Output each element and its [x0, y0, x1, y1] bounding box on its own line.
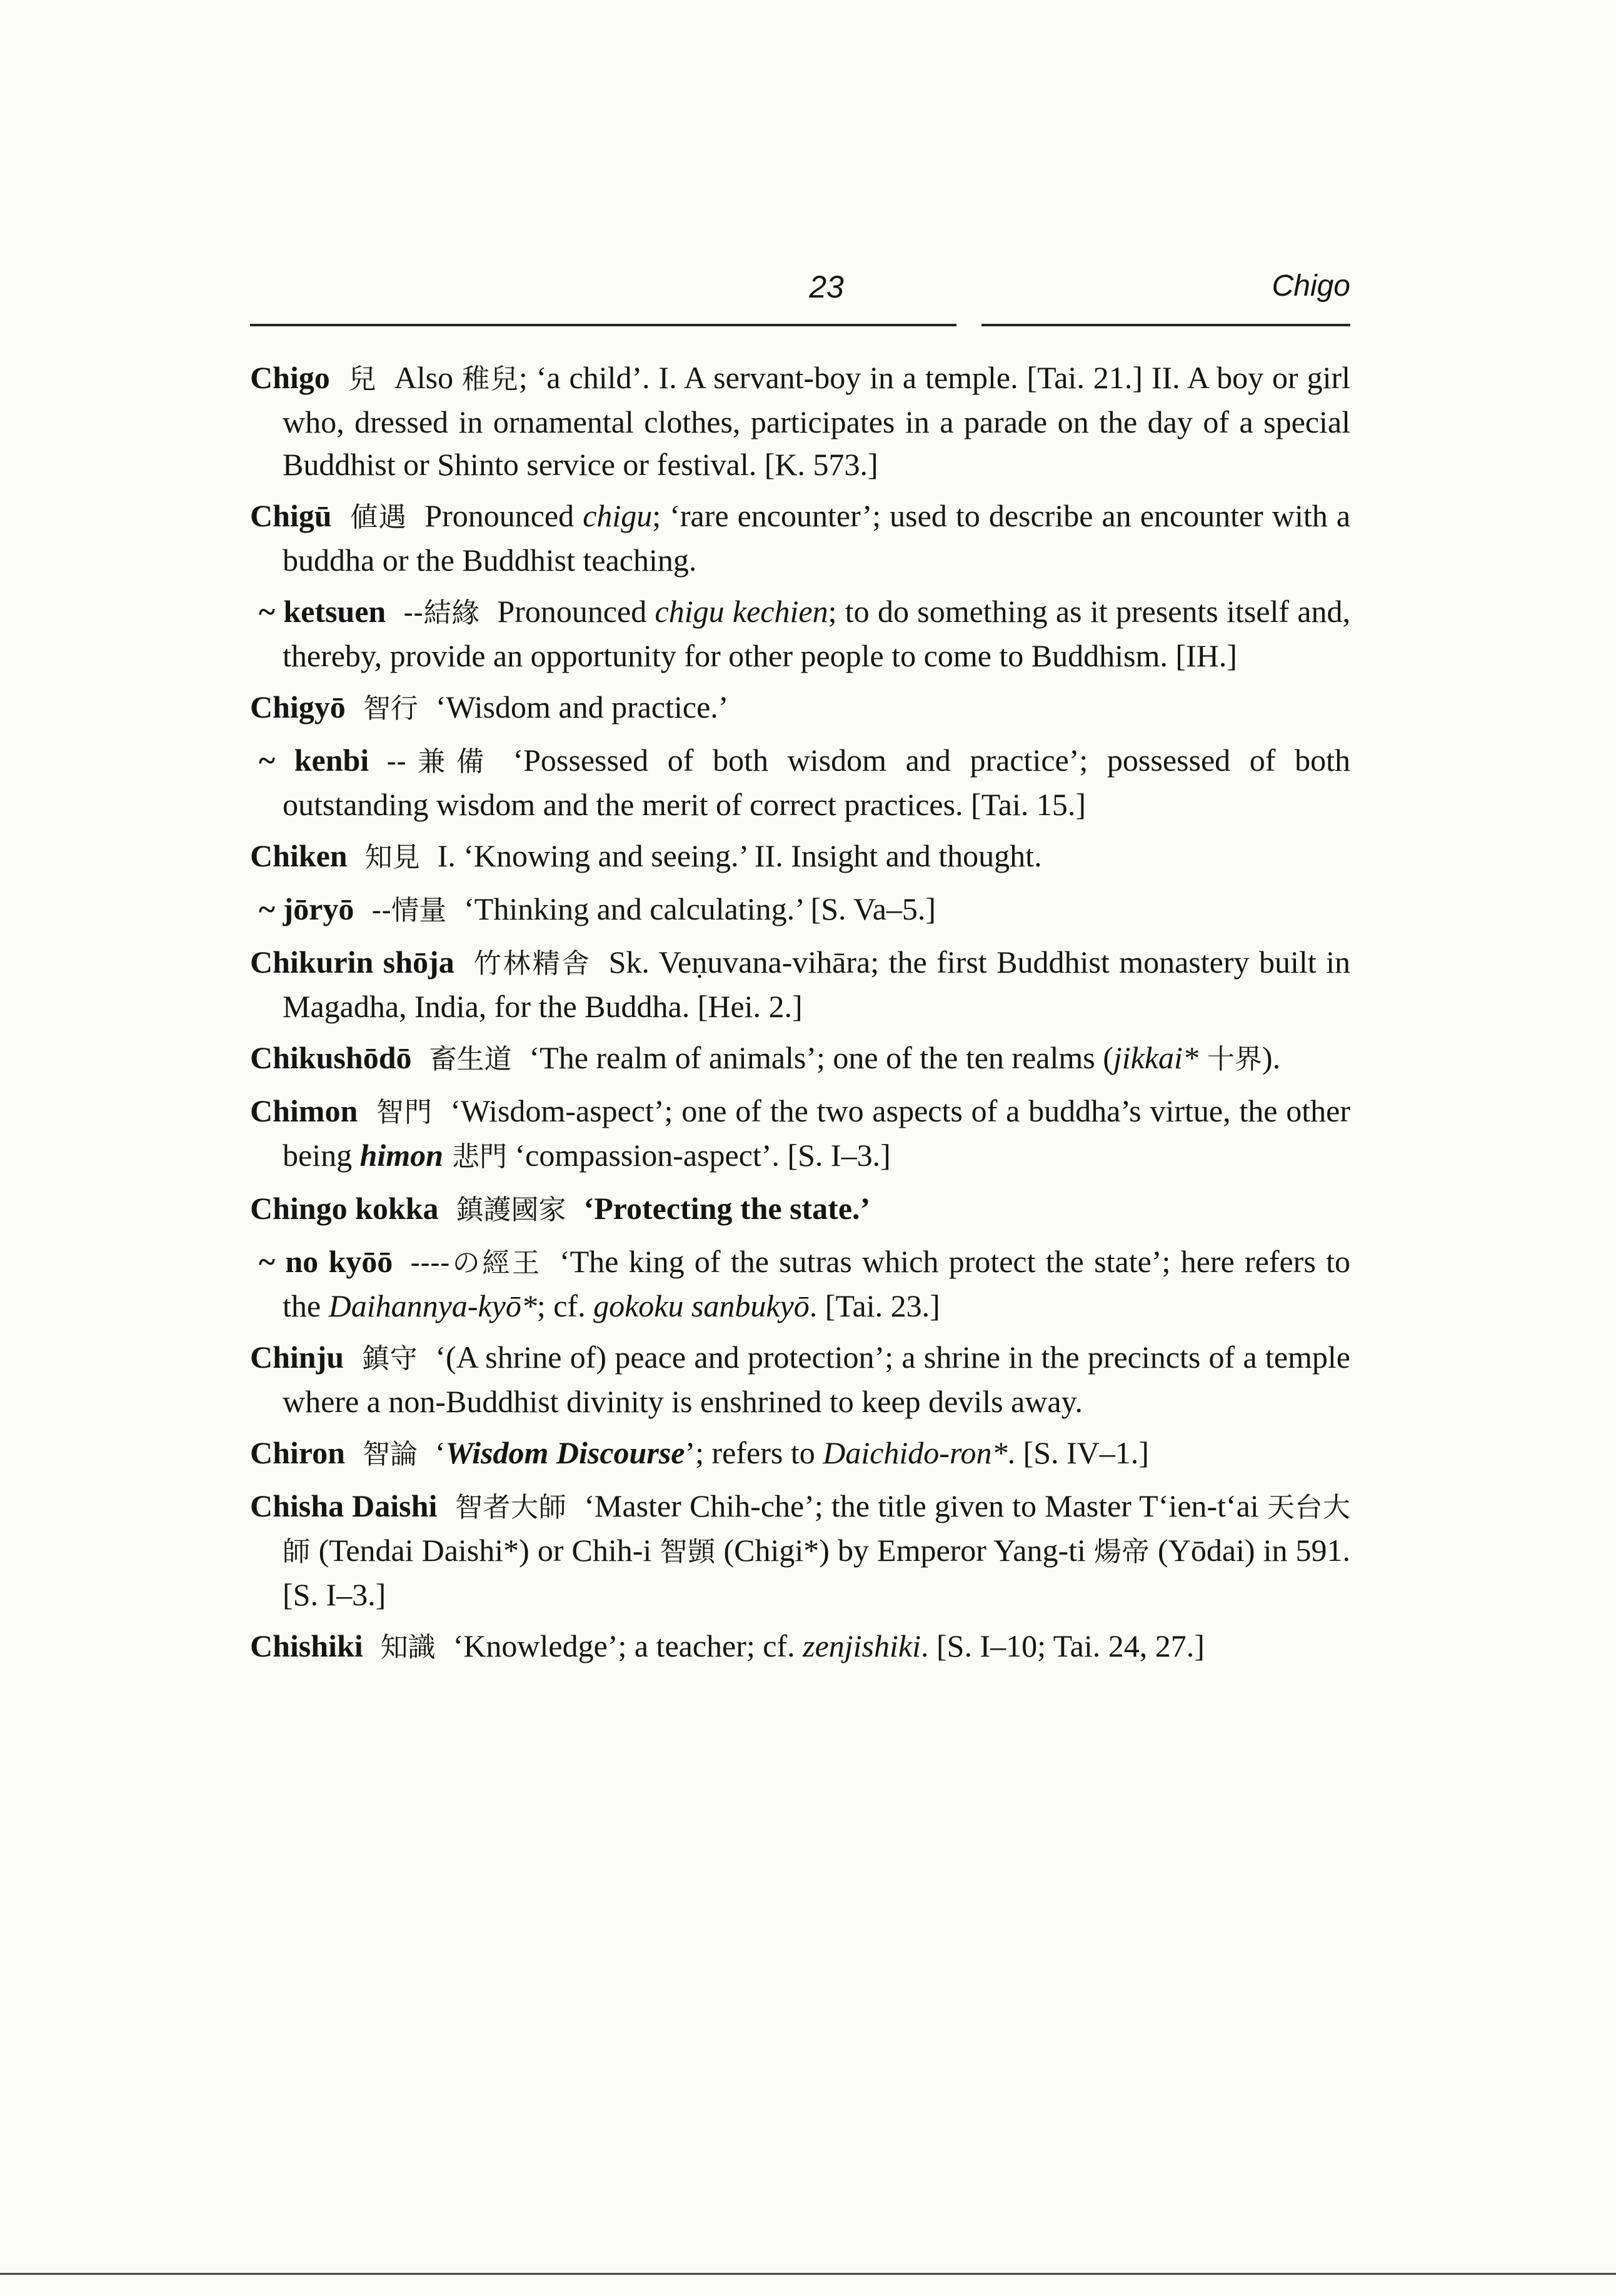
- definition-text: . [S. IV–1.]: [1007, 1435, 1149, 1470]
- entry-chinju: [250, 1336, 1350, 1423]
- headword: kenbi: [294, 743, 369, 778]
- definition-text: ‘The realm of animals’; one of the ten realms (: [529, 1040, 1113, 1075]
- definition-text: ‘: [434, 1435, 446, 1470]
- definition-text: ; cf.: [536, 1288, 594, 1323]
- definition-text: ‘Thinking and calculating.’ [S. Va–5.]: [464, 891, 936, 926]
- definition-text: ‘The king of the sutras which protect the state’; here refers to the: [283, 1244, 1350, 1323]
- subentry-ketsuen: [250, 590, 1350, 677]
- kanji: 智論: [362, 1438, 418, 1470]
- headword: Chisha Daishi: [250, 1488, 438, 1523]
- kanji: 値遇: [349, 501, 408, 533]
- headword: Chikushōdō: [250, 1040, 412, 1075]
- tilde-mark: ~: [259, 891, 276, 926]
- entry-chigyo: [250, 686, 1350, 730]
- entry-chisha-daishi: [250, 1485, 1350, 1616]
- definition-text: ).: [1262, 1040, 1281, 1075]
- romanized-term: Wisdom Discourse: [445, 1435, 685, 1470]
- kanji: 煬帝: [1093, 1536, 1150, 1568]
- definition-text: ‘Wisdom-aspect’; one of the two aspects of a buddha’s virtue, the other being: [283, 1093, 1351, 1173]
- headword: Chigū: [250, 498, 332, 533]
- headword: ketsuen: [283, 594, 386, 629]
- definition-text: . [S. I–10; Tai. 24, 27.]: [920, 1628, 1205, 1663]
- headword: Chinju: [250, 1340, 344, 1375]
- definition-text: I. ‘Knowing and seeing.’ II. Insight and thought.: [437, 838, 1042, 873]
- kanji: 畜生道: [429, 1043, 512, 1075]
- tilde-mark: ~: [259, 743, 276, 778]
- headword: Chishiki: [250, 1628, 363, 1663]
- headword: Chiken: [250, 838, 348, 873]
- kanji: 智門: [375, 1096, 433, 1128]
- header-rule-right: [981, 324, 1350, 326]
- definition-text: (Tendai Daishi*) or Chih-i: [310, 1533, 660, 1568]
- kanji: 竹林精舎: [471, 948, 591, 980]
- definition-text: ’; refers to: [685, 1435, 823, 1470]
- scan-edge-line: [0, 2273, 1616, 2275]
- entry-chigu: [250, 494, 1350, 581]
- headword: jōryō: [283, 891, 354, 926]
- page-number: 23: [809, 269, 844, 304]
- definition-text: (Yōdai) in 591. [S. I–3.]: [283, 1533, 1351, 1612]
- headword: Chikurin shōja: [250, 945, 454, 980]
- headword: no kyōō: [285, 1244, 393, 1279]
- headword: Chimon: [250, 1093, 358, 1128]
- entry-chigo: [250, 356, 1350, 486]
- romanized-term: chigu kechien: [655, 594, 828, 629]
- subentry-no-kyoo: [250, 1240, 1350, 1327]
- kanji: 天台大師: [283, 1491, 1351, 1568]
- running-head: Chigo: [1272, 269, 1350, 303]
- definition-text: ‘Master Chih-che’; the title given to Master T‘ien-t‘ai: [584, 1488, 1267, 1523]
- kanji: 十界: [1198, 1043, 1262, 1075]
- kanji: --結緣: [403, 597, 480, 629]
- definition-text: ; ‘rare encounter’; used to describe an encounter with a buddha or the Buddhist teaching.: [283, 498, 1351, 578]
- romanized-term: Daichido-ron*: [823, 1435, 1008, 1470]
- kanji: 智者大師: [454, 1491, 567, 1523]
- kanji: 兒: [347, 363, 377, 395]
- headword: Chigyō: [250, 689, 346, 724]
- subentry-joryo: [250, 888, 1350, 932]
- entry-chingo-kokka: [250, 1187, 1350, 1231]
- romanized-term: Daihannya-kyō*: [328, 1288, 537, 1323]
- romanized-term: chigu: [583, 498, 653, 533]
- kanji: 知識: [380, 1632, 436, 1663]
- kanji: 智顗: [660, 1536, 716, 1568]
- headword: Chigo: [250, 360, 330, 395]
- kanji: 智行: [363, 693, 418, 724]
- definition-text: Also: [394, 360, 463, 395]
- definition-text: ; ‘a child’. I. A servant-boy in a temple. [Tai. 21.] II. A boy or girl who, dressed in ornamental clothes, participates in a parade on the day of a special Buddhist or Shinto service or festival. [K. 573.]: [283, 360, 1350, 482]
- entry-chiken: [250, 835, 1350, 879]
- definition-text: ‘Wisdom and practice.’: [435, 689, 729, 724]
- dictionary-entries: [250, 356, 1350, 1678]
- definition-text: ; to do something as it presents itself and, thereby, provide an opportunity for other people to come to Buddhism. [IH.]: [283, 594, 1350, 673]
- kanji: 知見: [364, 841, 420, 873]
- definition-text: Pronounced: [424, 498, 583, 533]
- entry-chiron: [250, 1431, 1350, 1476]
- definition-text: ‘Protecting the state.’: [583, 1191, 871, 1226]
- tilde-mark: ~: [259, 1244, 276, 1279]
- definition-text: (Chigi*) by Emperor Yang-ti: [715, 1533, 1094, 1568]
- romanized-term: himon: [359, 1138, 443, 1173]
- romanized-term: zenjishiki: [803, 1628, 921, 1663]
- kanji: 鎮護國家: [456, 1194, 566, 1226]
- tilde-mark: ~: [259, 594, 276, 629]
- definition-text: ‘Possessed of both wisdom and practice’; possessed of both outstanding wisdom and the merit of correct practices. [Tai. 15.]: [283, 743, 1351, 822]
- entry-chikurin-shoja: [250, 941, 1350, 1028]
- kanji: 鎮守: [361, 1343, 418, 1375]
- definition-text: ‘compassion-aspect’. [S. I–3.]: [507, 1138, 891, 1173]
- definition-text: ‘(A shrine of) peace and protection’; a shrine in the precincts of a temple where a non-Buddhist divinity is enshrined to keep devils away.: [283, 1340, 1350, 1419]
- entry-chikushodo: [250, 1036, 1350, 1081]
- kanji: ----の經王: [410, 1247, 542, 1279]
- definition-text: Pronounced: [497, 594, 655, 629]
- headword: Chiron: [250, 1435, 345, 1470]
- subentry-kenbi: [250, 739, 1350, 826]
- kanji: 稚兒: [462, 363, 519, 395]
- kanji: --情量: [371, 895, 447, 926]
- romanized-term: jikkai*: [1113, 1040, 1198, 1075]
- entry-chimon: [250, 1090, 1350, 1178]
- romanized-term: gokoku sanbukyō: [593, 1288, 810, 1323]
- entry-chishiki: [250, 1625, 1350, 1669]
- definition-text: Sk. Veṇuvana-vihāra; the first Buddhist monastery built in Magadha, India, for the Buddha. [Hei. 2.]: [283, 945, 1351, 1024]
- header-rule-left: [250, 324, 956, 326]
- headword: Chingo kokka: [250, 1191, 439, 1226]
- definition-text: . [Tai. 23.]: [809, 1288, 940, 1323]
- kanji: --兼備: [386, 746, 496, 778]
- kanji: 悲門: [443, 1141, 507, 1173]
- page-header: [250, 269, 1350, 338]
- definition-text: ‘Knowledge’; a teacher; cf.: [453, 1628, 803, 1663]
